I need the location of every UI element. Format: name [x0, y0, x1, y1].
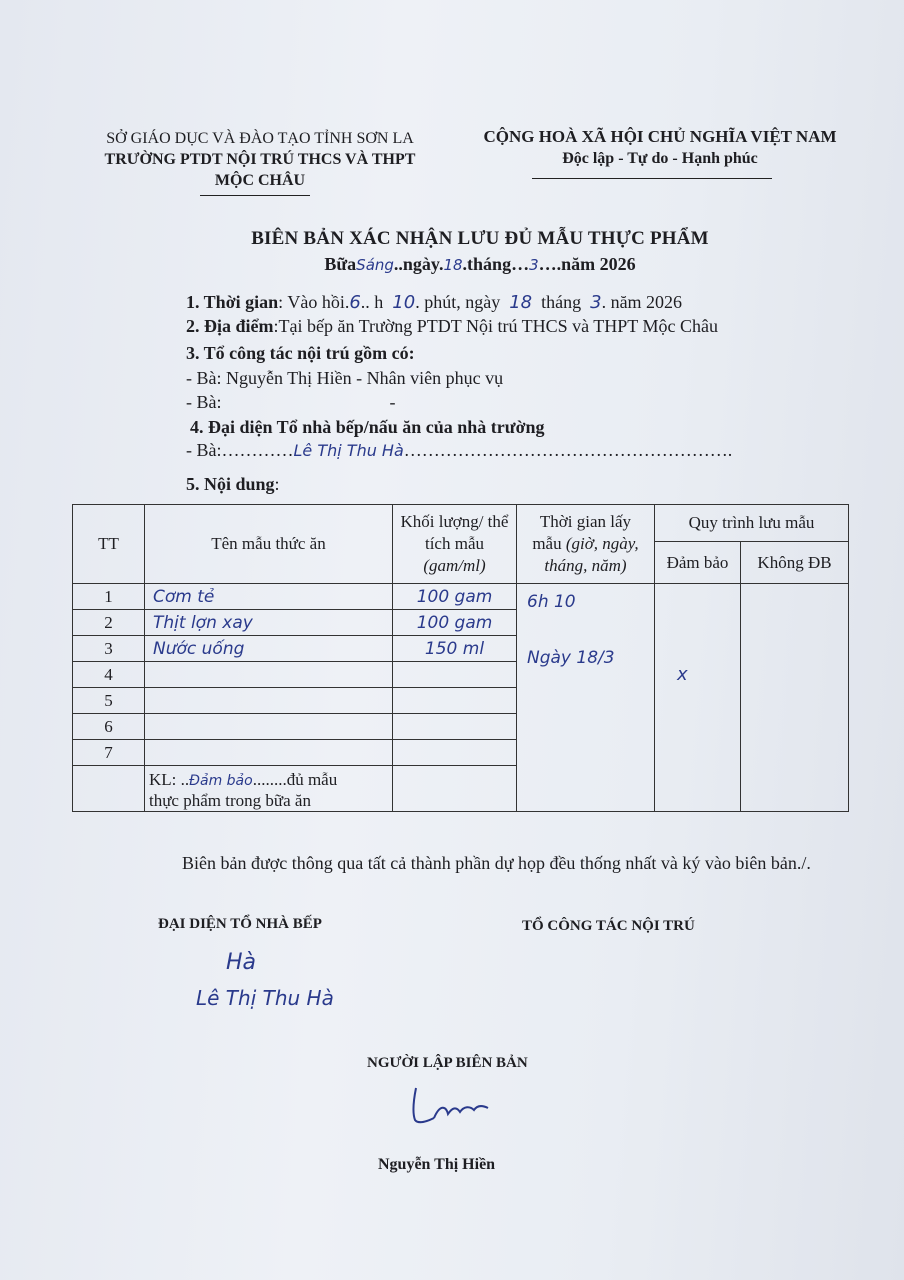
row-tt: 1 — [73, 584, 145, 610]
row-tt: 7 — [73, 740, 145, 766]
row-tt: 6 — [73, 714, 145, 740]
row-weight: 100 gam — [393, 584, 517, 610]
row-food-name: Thịt lợn xay — [145, 610, 393, 636]
time-hour: 6 — [349, 292, 361, 313]
section-location-label: 2. Địa điểm — [186, 316, 274, 336]
time-day: 18 — [509, 292, 533, 313]
nation-line-1: CỘNG HOÀ XÃ HỘI CHỦ NGHĨA VIỆT NAM — [483, 127, 837, 146]
header-food-name: Tên mẫu thức ăn — [145, 505, 393, 584]
team-member-2 — [186, 392, 396, 413]
row-food-name — [145, 714, 393, 740]
team-member-2-prefix: - Bà: — [186, 392, 222, 412]
kl-value: Đảm bảo — [189, 773, 253, 789]
section-kitchen-label: 4. Đại diện Tổ nhà bếp/nấu ăn của nhà trường — [190, 417, 545, 437]
org-line-2: TRƯỜNG PTDT NỘI TRÚ THCS VÀ THPT — [104, 151, 416, 168]
organization-header — [90, 128, 430, 191]
nation-underline — [532, 178, 772, 179]
header-time-2b: (giờ, ngày, — [565, 534, 639, 553]
section-content-label: 5. Nội dung — [186, 474, 275, 494]
meal-prefix: Bữa — [324, 254, 357, 274]
org-line-1: SỞ GIÁO DỤC VÀ ĐÀO TẠO TỈNH SƠN LA — [106, 130, 414, 147]
meal-month: 3 — [529, 256, 539, 274]
row-weight — [393, 662, 517, 688]
time-text-c: . phút, ngày — [415, 292, 501, 312]
section-location-text: :Tại bếp ăn Trường PTDT Nội trú THCS và THPT Mộc Châu — [273, 316, 718, 336]
nation-header — [470, 126, 850, 170]
recorder-signature-mark — [426, 1098, 472, 1122]
row-tt: 2 — [73, 610, 145, 636]
boarding-team-title: TỔ CÔNG TÁC NỘI TRÚ — [522, 918, 695, 934]
header-time-2a: mẫu — [532, 534, 566, 553]
header-time-1: Thời gian lấy — [539, 512, 632, 531]
process-not-ok-cell — [741, 584, 849, 812]
time-minute: 10 — [392, 292, 416, 313]
meal-day-label: ..ngày. — [393, 254, 444, 274]
meal-year-label: ….năm 2026 — [538, 254, 636, 274]
recorder-title: NGƯỜI LẬP BIÊN BẢN — [367, 1055, 528, 1071]
org-underline — [200, 195, 310, 196]
conclusion-tt-cell — [73, 766, 145, 812]
section-team-label: 3. Tổ công tác nội trú gồm có: — [186, 343, 415, 363]
row-food-name: Cơm tẻ — [145, 584, 393, 610]
team-member-1: - Bà: Nguyễn Thị Hiền - Nhân viên phục vụ — [186, 368, 504, 388]
row-food-name — [145, 740, 393, 766]
time-text-a: : Vào hồi. — [278, 292, 350, 312]
header-not-ok: Không ĐB — [741, 542, 849, 584]
kitchen-rep-suffix: ………………………………………………. — [403, 440, 733, 460]
closing-paragraph — [130, 850, 820, 877]
kitchen-signer-name: Lê Thị Thu Hà — [196, 986, 334, 1010]
header-sample-time — [517, 505, 655, 584]
sample-time-cell — [517, 584, 655, 812]
row-tt: 3 — [73, 636, 145, 662]
section-location — [186, 316, 718, 337]
meal-line — [140, 254, 820, 275]
header-weight-2: tích mẫu — [424, 534, 484, 553]
org-line-3: MỘC CHÂU — [214, 172, 306, 189]
row-weight: 150 ml — [393, 636, 517, 662]
meal-month-label: .tháng… — [462, 254, 530, 274]
nation-line-2: Độc lập - Tự do - Hạnh phúc — [562, 150, 758, 167]
header-ok: Đảm bảo — [655, 542, 741, 584]
row-weight — [393, 688, 517, 714]
header-time-3: tháng, năm) — [544, 556, 627, 575]
header-weight-3: (gam/ml) — [423, 556, 486, 575]
kitchen-signature-title: ĐẠI DIỆN TỔ NHÀ BẾP — [158, 916, 322, 932]
header-process: Quy trình lưu mẫu — [655, 505, 849, 542]
time-text-b: .. h — [360, 292, 384, 312]
header-weight — [393, 505, 517, 584]
row-weight — [393, 714, 517, 740]
row-food-name: Nước uống — [145, 636, 393, 662]
table-row — [73, 584, 849, 610]
conclusion-cell — [145, 766, 393, 812]
kitchen-signature-mark: Hà — [226, 950, 257, 975]
row-food-name — [145, 662, 393, 688]
section-time-label: 1. Thời gian — [186, 292, 279, 312]
row-weight — [393, 740, 517, 766]
section-content-colon: : — [274, 474, 280, 494]
meal-day: 18 — [443, 256, 463, 274]
header-weight-1: Khối lượng/ thể — [400, 512, 509, 531]
header-tt: TT — [73, 505, 145, 584]
kitchen-rep-prefix: - Bà:………… — [186, 440, 294, 460]
closing-text: Biên bản được thông qua tất cả thành phần dự họp đều thống nhất và ký vào biên bản./. — [182, 853, 811, 873]
time-text-d: tháng — [541, 292, 582, 312]
food-sample-table — [72, 504, 849, 812]
time-text-e: . năm 2026 — [601, 292, 683, 312]
time-month: 3 — [590, 292, 602, 313]
row-tt: 4 — [73, 662, 145, 688]
conclusion-weight-cell — [393, 766, 517, 812]
process-ok-cell — [655, 584, 741, 812]
process-ok-mark: x — [677, 664, 688, 685]
kl-prefix: KL: .. — [149, 770, 190, 789]
kl-suffix: ........đủ mẫu — [252, 770, 338, 789]
kitchen-rep-name: Lê Thị Thu Hà — [293, 441, 404, 460]
meal-name: Sáng — [356, 256, 394, 274]
section-content-heading — [186, 474, 280, 495]
row-tt: 5 — [73, 688, 145, 714]
row-weight: 100 gam — [393, 610, 517, 636]
document-title: BIÊN BẢN XÁC NHẬN LƯU ĐỦ MẪU THỰC PHẨM — [251, 228, 709, 249]
sample-time-hour: 6h 10 — [527, 592, 576, 612]
kl-line-2: thực phẩm trong bữa ăn — [149, 791, 311, 810]
team-member-2-dash: - — [389, 392, 396, 412]
kitchen-representative — [186, 440, 732, 461]
sample-time-date: Ngày 18/3 — [527, 648, 615, 668]
recorder-name: Nguyễn Thị Hiền — [378, 1156, 496, 1173]
row-food-name — [145, 688, 393, 714]
section-time — [186, 292, 682, 313]
